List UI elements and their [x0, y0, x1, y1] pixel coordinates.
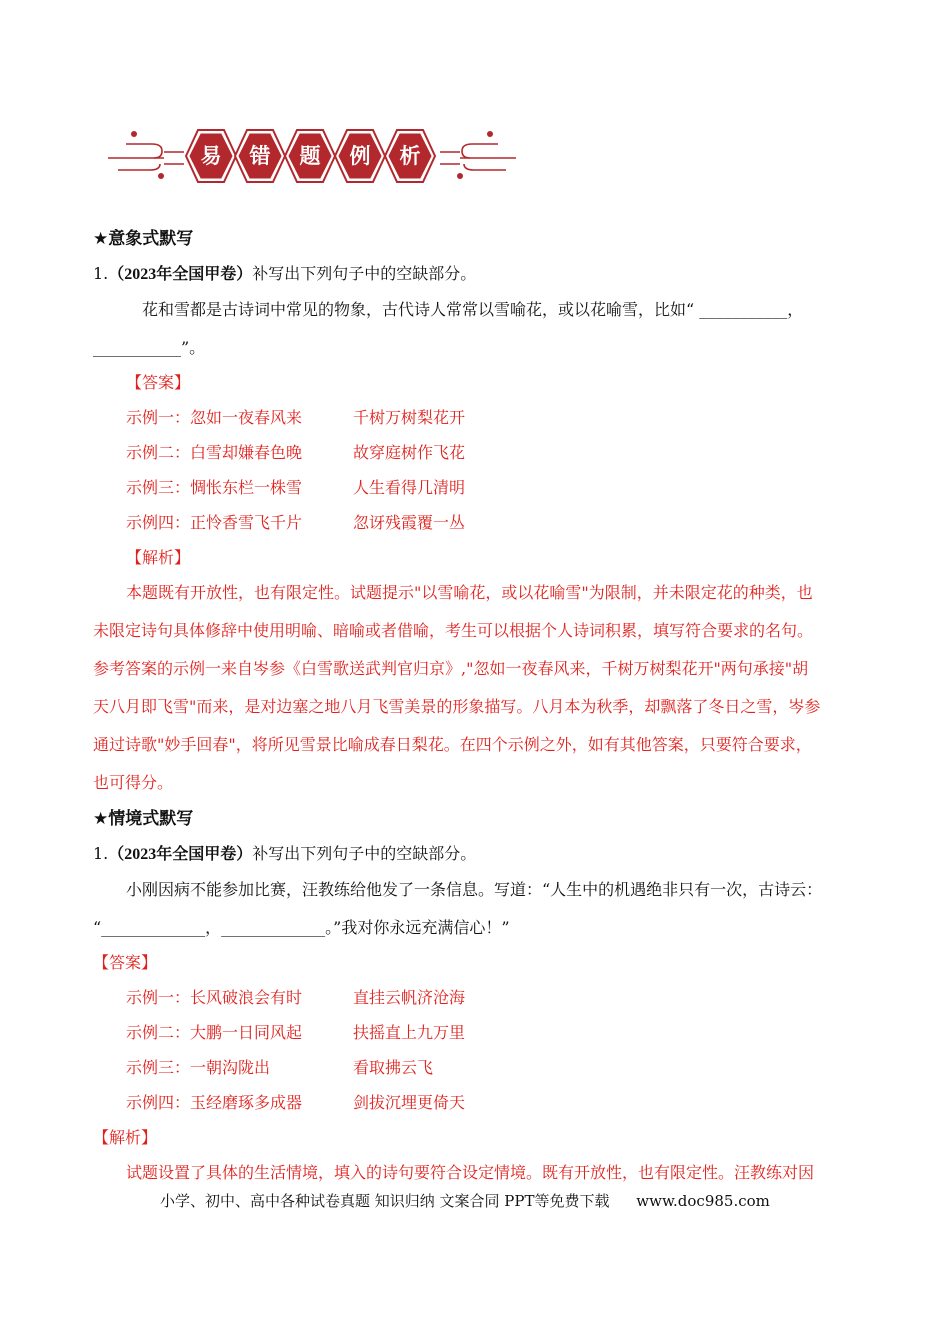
- banner-char-3: 题: [299, 144, 321, 168]
- analysis-line: 参考答案的示例一来自岑参《白雪歌送武判官归京》,"忽如一夜春风来，千树万树梨花开"两句承接"胡: [93, 659, 809, 678]
- question-prompt-line: ___________”。: [93, 338, 206, 357]
- question-prompt-line: 小刚因病不能参加比赛，汪教练给他发了一条信息。写道：“人生中的机遇绝非只有一次，古诗云：: [126, 880, 823, 899]
- analysis-line: 天八月即飞雪"而来，是对边塞之地八月飞雪美景的形象描写。八月本为秋季，却飘落了冬日之雪，岑参: [93, 697, 821, 716]
- analysis-line: 本题既有开放性，也有限定性。试题提示"以雪喻花，或以花喻雪"为限制，并未限定花的种类，也: [126, 583, 813, 602]
- example-second-half: 直挂云帆济沧海: [353, 988, 466, 1007]
- example-first-half: 示例一：忽如一夜春风来: [126, 408, 303, 427]
- answer-label: 【答案】: [93, 953, 158, 972]
- question-number: 1.: [93, 264, 109, 283]
- answer-example: [126, 407, 466, 429]
- example-first-half: 示例一：长风破浪会有时: [126, 988, 303, 1007]
- question-number: 1.: [93, 844, 109, 863]
- analysis-line: 未限定诗句具体修辞中使用明喻、暗喻或者借喻，考生可以根据个人诗词积累，填写符合要求的名句。: [93, 621, 814, 640]
- question-text: 补写出下列句子中的空缺部分。: [252, 844, 477, 863]
- section-banner: [104, 124, 520, 188]
- example-first-half: 示例二：白雪却嫌春色晚: [126, 443, 303, 462]
- footer-url-link[interactable]: www.doc985.com: [636, 1192, 770, 1210]
- analysis-line: 试题设置了具体的生活情境，填入的诗句要符合设定情境。既有开放性，也有限定性。汪教练对因: [126, 1163, 815, 1182]
- question-heading: [93, 263, 476, 286]
- section-title-imagery: ★意象式默写: [93, 229, 194, 249]
- example-first-half: 示例三：惆怅东栏一株雪: [126, 478, 303, 497]
- question-heading: [93, 843, 476, 866]
- banner-char-4: 例: [349, 144, 371, 168]
- answer-example: [126, 1057, 434, 1079]
- banner-char-2: 错: [249, 144, 271, 168]
- answer-example: [126, 512, 466, 534]
- example-second-half: 剑拔沉埋更倚天: [353, 1093, 466, 1112]
- example-second-half: 扶摇直上九万里: [353, 1023, 466, 1042]
- example-second-half: 人生看得几清明: [353, 478, 466, 497]
- page-footer: [160, 1190, 770, 1211]
- example-first-half: 示例四：正怜香雪飞千片: [126, 513, 303, 532]
- banner-char-5: 析: [399, 144, 421, 168]
- question-prompt-line: 花和雪都是古诗词中常见的物象，古代诗人常常以雪喻花，或以花喻雪，比如“ ___________，: [142, 300, 804, 319]
- example-second-half: 看取拂云飞: [353, 1058, 434, 1077]
- answer-example: [126, 1022, 466, 1044]
- question-source: （2023年全国甲卷）: [108, 846, 253, 863]
- banner-char-1: 易: [200, 144, 222, 168]
- analysis-label: 【解析】: [93, 1128, 158, 1147]
- section-title-context: ★情境式默写: [93, 809, 194, 829]
- question-source: （2023年全国甲卷）: [108, 266, 253, 283]
- example-second-half: 千树万树梨花开: [353, 408, 466, 427]
- footer-text: 小学、初中、高中各种试卷真题 知识归纳 文案合同 PPT等免费下载: [160, 1192, 610, 1210]
- answer-example: [126, 442, 466, 464]
- example-first-half: 示例四：玉经磨琢多成器: [126, 1093, 303, 1112]
- answer-example: [126, 477, 466, 499]
- example-second-half: 故穿庭树作飞花: [353, 443, 466, 462]
- answer-example: [126, 1092, 466, 1114]
- analysis-line: 通过诗歌"妙手回春"，将所见雪景比喻成春日梨花。在四个示例之外，如有其他答案，只要符合要求，: [93, 735, 812, 754]
- example-first-half: 示例二：大鹏一日同风起: [126, 1023, 303, 1042]
- example-first-half: 示例三：一朝沟陇出: [126, 1058, 271, 1077]
- example-second-half: 忽讶残霞覆一丛: [353, 513, 466, 532]
- analysis-label: 【解析】: [126, 548, 191, 567]
- answer-example: [126, 987, 466, 1009]
- question-prompt-line: “_____________，_____________。”我对你永远充满信心！”: [93, 918, 510, 937]
- question-text: 补写出下列句子中的空缺部分。: [252, 264, 477, 283]
- analysis-line: 也可得分。: [93, 773, 174, 792]
- answer-label: 【答案】: [126, 373, 191, 392]
